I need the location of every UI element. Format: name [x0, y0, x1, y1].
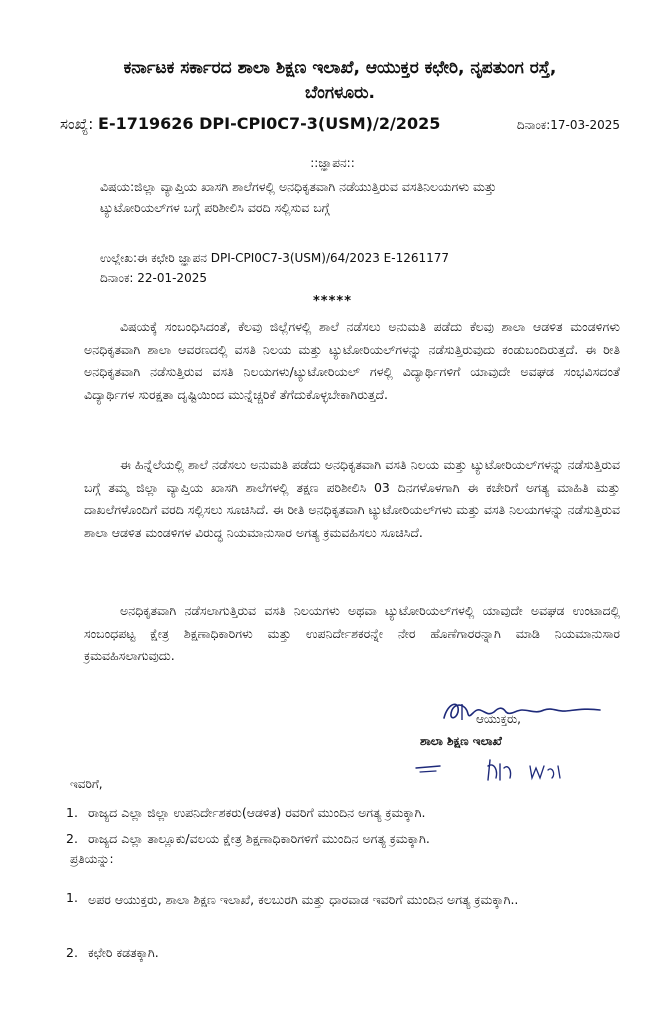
subject-block — [100, 176, 550, 218]
recipient-text: ರಾಜ್ಯದ ಎಲ್ಲಾ ತಾಲ್ಲೂಕು/ವಲಯ ಕ್ಷೇತ್ರ ಶಿಕ್ಷಣಾಧಿಕಾರಿಗಳಿಗೆ ಮುಂದಿನ ಅಗತ್ಯ ಕ್ರಮಕ್ಕಾಗಿ. — [88, 831, 430, 846]
recipient-number: 1. — [66, 805, 78, 820]
letterhead — [60, 56, 620, 106]
subject-text: ಜಿಲ್ಲಾ ವ್ಯಾಪ್ತಿಯ ಖಾಸಗಿ ಶಾಲೆಗಳಲ್ಲಿ ಅನಧಿಕೃತವಾಗಿ ನಡೆಯುತ್ತಿರುವ ವಸತಿನಿಲಯಗಳು ಮತ್ತು ಟ್ಯುಟೋರಿಯಲ್‌ಗಳ ಬಗ್ಗೆ ಪರಿಶೀಲಿಸಿ ವರದಿ ಸಲ್ಲಿಸುವ ಬಗ್ಗೆ — [100, 179, 497, 215]
notice-title: ::ಜ್ಞಾಪನ:: — [310, 156, 355, 170]
reference-number-block — [60, 114, 440, 133]
recipient-item — [66, 828, 626, 850]
copies-label: ಪ್ರತಿಯನ್ನು: — [70, 852, 114, 866]
separator: ***** — [313, 294, 352, 309]
reference-date: ದಿನಾಂಕ: 22-01-2025 — [100, 271, 207, 285]
signatory-title: ಆಯುಕ್ತರು, — [476, 712, 521, 726]
copy-number: 1. — [66, 890, 78, 905]
body-paragraph-1: ವಿಷಯಕ್ಕೆ ಸಂಬಂಧಿಸಿದಂತೆ, ಕೆಲವು ಜಿಲ್ಲೆಗಳಲ್ಲಿ ಶಾಲೆ ನಡೆಸಲು ಅನುಮತಿ ಪಡೆದು ಕೆಲವು ಶಾಲಾ ಆಡಳಿತ ಮಂಡಳಿಗಳು ಅನಧಿಕೃತವಾಗಿ ಶಾಲಾ ಆವರಣದಲ್ಲಿ ವಸತಿ ನಿಲಯ ಮತ್ತು ಟ್ಯುಟೋರಿಯಲ್‌ಗಳನ್ನು ನಡೆಸುತ್ತಿರುವುದು ಕಂಡುಬಂದಿರುತ್ತದೆ. ಈ ರೀತಿ ಅನಧಿಕೃತವಾಗಿ ನಡೆಸುತ್ತಿರುವ ವಸತಿ ನಿಲಯಗಳು/ಟ್ಯುಟೋರಿಯಲ್ ಗಳಲ್ಲಿ ವಿದ್ಯಾರ್ಥಿಗಳಿಗೆ ಯಾವುದೇ ಅವಘಡ ಸಂಭವಿಸದಂತೆ ವಿದ್ಯಾರ್ಥಿಗಳ ಸುರಕ್ಷತಾ ದೃಷ್ಟಿಯಿಂದ ಮುನ್ನೆಚ್ಚರಿಕೆ ತೆಗೆದುಕೊಳ್ಳಬೇಕಾಗಿರುತ್ತದೆ. — [84, 319, 620, 402]
recipient-text: ರಾಜ್ಯದ ಎಲ್ಲಾ ಜಿಲ್ಲಾ ಉಪನಿರ್ದೇಶಕರು(ಆಡಳಿತ) ರವರಿಗೆ ಮುಂದಿನ ಅಗತ್ಯ ಕ್ರಮಕ್ಕಾಗಿ. — [88, 805, 426, 820]
letterhead-line-1: ಕರ್ನಾಟಕ ಸರ್ಕಾರದ ಶಾಲಾ ಶಿಕ್ಷಣ ಇಲಾಖೆ, ಆಯುಕ್ತರ ಕಛೇರಿ, ನೃಪತುಂಗ ರಸ್ತೆ, — [123, 58, 557, 78]
copy-text: ಕಛೇರಿ ಕಡತಕ್ಕಾಗಿ. — [88, 945, 159, 960]
recipient-item — [66, 802, 626, 824]
subject-label: ವಿಷಯ: — [100, 179, 135, 194]
reference-text: ಈ ಕಛೇರಿ ಜ್ಞಾಪನ DPI-CPI0C7-3(USM)/64/2023 E-1261177 — [137, 251, 450, 265]
signatory-department: ಶಾಲಾ ಶಿಕ್ಷಣ ಇಲಾಖೆ — [420, 734, 502, 748]
recipients-label: ಇವರಿಗೆ, — [70, 777, 103, 791]
initials-icon — [414, 756, 574, 784]
reference-number: E-1719626 DPI-CPI0C7-3(USM)/2/2025 — [98, 114, 441, 133]
body-paragraph-3: ಅನಧಿಕೃತವಾಗಿ ನಡೆಸಲಾಗುತ್ತಿರುವ ವಸತಿ ನಿಲಯಗಳು ಅಥವಾ ಟ್ಯುಟೋರಿಯಲ್‌ಗಳಲ್ಲಿ ಯಾವುದೇ ಅವಘಡ ಉಂಟಾದಲ್ಲಿ ಸಂಬಂಧಪಟ್ಟ ಕ್ಷೇತ್ರ ಶಿಕ್ಷಣಾಧಿಕಾರಿಗಳು ಮತ್ತು ಉಪನಿರ್ದೇಶಕರನ್ನೇ ನೇರ ಹೊಣೆಗಾರರನ್ನಾಗಿ ಮಾಡಿ ನಿಯಮಾನುಸಾರ ಕ್ರಮವಹಿಸಲಾಗುವುದು. — [84, 603, 620, 663]
copy-item — [66, 942, 626, 964]
signature-icon — [440, 698, 610, 724]
body-paragraph-2: ಈ ಹಿನ್ನೆಲೆಯಲ್ಲಿ ಶಾಲೆ ನಡೆಸಲು ಅನುಮತಿ ಪಡೆದು ಅನಧಿಕೃತವಾಗಿ ವಸತಿ ನಿಲಯ ಮತ್ತು ಟ್ಯುಟೋರಿಯಲ್‌ಗಳನ್ನು ನಡೆಸುತ್ತಿರುವ ಬಗ್ಗೆ ತಮ್ಮ ಜಿಲ್ಲಾ ವ್ಯಾಪ್ತಿಯ ಖಾಸಗಿ ಶಾಲೆಗಳಲ್ಲಿ ತಕ್ಷಣ ಪರಿಶೀಲಿಸಿ 03 ದಿನಗಳೊಳಗಾಗಿ ಈ ಕಚೇರಿಗೆ ಅಗತ್ಯ ಮಾಹಿತಿ ಮತ್ತು ದಾಖಲೆಗಳೊಂದಿಗೆ ವರದಿ ಸಲ್ಲಿಸಲು ಸೂಚಿಸಿದೆ. ಈ ರೀತಿ ಅನಧಿಕೃತವಾಗಿ ಟ್ಯುಟೋರಿಯಲ್‌ಗಳು ಮತ್ತು ವಸತಿ ನಿಲಯಗಳನ್ನು ನಡೆಸುತ್ತಿರುವ ಶಾಲಾ ಆಡಳಿತ ಮಂಡಳಿಗಳ ವಿರುದ್ಧ ನಿಯಮಾನುಸಾರ ಅಗತ್ಯ ಕ್ರಮವಹಿಸಲು ಸೂಚಿಸಿದೆ. — [84, 457, 620, 540]
reference-block — [100, 248, 550, 288]
copy-number: 2. — [66, 945, 78, 960]
recipient-number: 2. — [66, 831, 78, 846]
issue-date: 17-03-2025 — [550, 118, 620, 132]
copy-item — [66, 887, 626, 913]
issue-date-label: ದಿನಾಂಕ: — [516, 118, 551, 132]
reference-label: ಉಲ್ಲೇಖ: — [100, 251, 138, 265]
reference-number-line — [60, 114, 620, 133]
letterhead-line-2: ಬೆಂಗಳೂರು. — [305, 83, 375, 103]
reference-number-label: ಸಂಖ್ಯೆ: — [60, 115, 94, 133]
issue-date-block — [517, 118, 620, 133]
copy-text: ಅಪರ ಆಯುಕ್ತರು, ಶಾಲಾ ಶಿಕ್ಷಣ ಇಲಾಖೆ, ಕಲಬುರಗಿ ಮತ್ತು ಧಾರವಾಡ ಇವರಿಗೆ ಮುಂದಿನ ಅಗತ್ಯ ಕ್ರಮಕ್ಕಾಗಿ.. — [88, 892, 519, 907]
